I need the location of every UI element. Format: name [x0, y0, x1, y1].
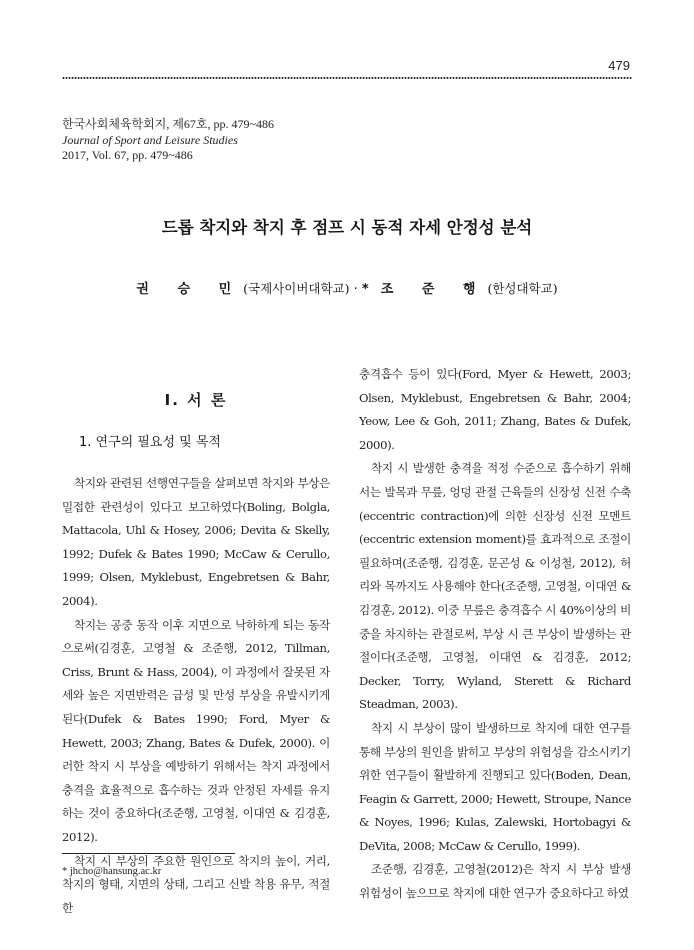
left-paragraph-2: 착지는 공중 동작 이후 지면으로 낙하하게 되는 동작으로써(김경훈, 고영철 & 조준행, 2012, Tillman, Criss, Brunt & Hass, 2004), 이 과정에서 잘못된 자세와 높은 지면반력은 급성 및 만성 부상을 유발시키게 된다(Dufek & Bates 1990; Ford, Myer & Hewett, 2003; Zhang, Bates & Dufek, 2000). 이러한 착지 시 부상을 예방하기 위해서는 착지 과정에서 충격을 효율적으로 흡수하는 것과 안정된 자세를 유지하는 것이 중요하다(조준행, 고영철, 이대연 & 김경훈, 2012). — [62, 617, 330, 844]
paper-title: 드롭 착지와 착지 후 점프 시 동적 자세 안정성 분석 — [161, 218, 533, 237]
section-heading: Ⅰ. 서 론 — [164, 391, 228, 409]
right-paragraph-2: 착지 시 발생한 충격을 적정 수준으로 흡수하기 위해서는 발목과 무릎, 엉덩 관절 근육들의 신장성 신전 수축(eccentric contraction)에 의한 신장성 신전 모멘트(eccentric extension moment)를 효과적으로 조절이 필요하며(조준행, 김경훈, 문곤성 & 이성철, 2012), 허리와 목까지도 사용해야 한다(조준행, 고영철, 이대연 & 김경훈, 2012). 이중 무릎은 충격흡수 시 40%이상의 비중을 차지하는 관절로써, 부상 시 큰 부상이 발생하는 관절이다(조준행, 고영철, 이대연 & 김경훈, 2012; Decker, Torry, Wyland, Sterett & Richard Steadman, 2003). — [359, 461, 631, 712]
author-separator: · — [353, 282, 358, 297]
author2-affiliation: (한성대학교) — [487, 281, 558, 296]
right-column — [359, 363, 631, 906]
journal-line-volume: 2017, Vol. 67, pp. 479~486 — [62, 148, 193, 162]
journal-info — [62, 117, 274, 164]
right-paragraph-1: 충격흡수 등이 있다(Ford, Myer & Hewett, 2003; Olsen, Myklebust, Engebretsen & Bahr, 2004; Yeow, Lee & Goh, 2011; Zhang, Bates & Dufek, 2000). — [359, 367, 631, 452]
author1-affiliation: (국제사이버대학교) — [243, 281, 350, 296]
footnote-email: * jhcho@hansung.ac.kr — [62, 866, 162, 877]
right-paragraph-4: 조준행, 김경훈, 고영철(2012)은 착지 시 부상 발생 위험성이 높으므로 착지에 대한 연구가 중요하다고 하였 — [359, 862, 631, 901]
page-number: 479 — [608, 58, 630, 73]
left-paragraph-3: 착지 시 부상의 주요한 원인으로 착지의 높이, 거리, 착지의 형태, 지면의 상태, 그리고 신발 착용 유무, 적절한 — [62, 853, 330, 915]
author1-name: 권 승 민 — [136, 282, 244, 297]
left-paragraph-1: 착지와 관련된 선행연구들을 살펴보면 착지와 부상은 밀접한 관련성이 있다고 보고하였다(Boling, Bolgla, Mattacola, Uhl & Hosey, 2006; Devita & Skelly, 1992; Dufek & Bates 1990; McCaw & Cerullo, 1999; Olsen, Myklebust, Engebretsen & Bahr, 2004). — [62, 476, 330, 608]
right-paragraph-3: 착지 시 부상이 많이 발생하므로 착지에 대한 연구를 통해 부상의 원인을 밝히고 부상의 위험성을 감소시키기 위한 연구들이 활발하게 진행되고 있다(Boden, Dean, Feagin & Garrett, 2000; Hewett, Stroupe, Nance & Noyes, 1996; Kulas, Zalewski, Hortobagyi & DeVita, 2008; McCaw & Cerullo, 1999). — [359, 720, 631, 853]
subsection-heading: 1. 연구의 필요성 및 목적 — [79, 435, 221, 450]
footnote-rule — [62, 853, 235, 854]
header-dotted-rule — [62, 76, 632, 80]
author-line — [0, 278, 694, 297]
journal-line-english: Journal of Sport and Leisure Studies — [62, 132, 238, 147]
author2-name: *조 준 행 — [361, 282, 488, 297]
journal-line-korean: 한국사회체육학회지, 제67호, pp. 479~486 — [62, 117, 275, 131]
